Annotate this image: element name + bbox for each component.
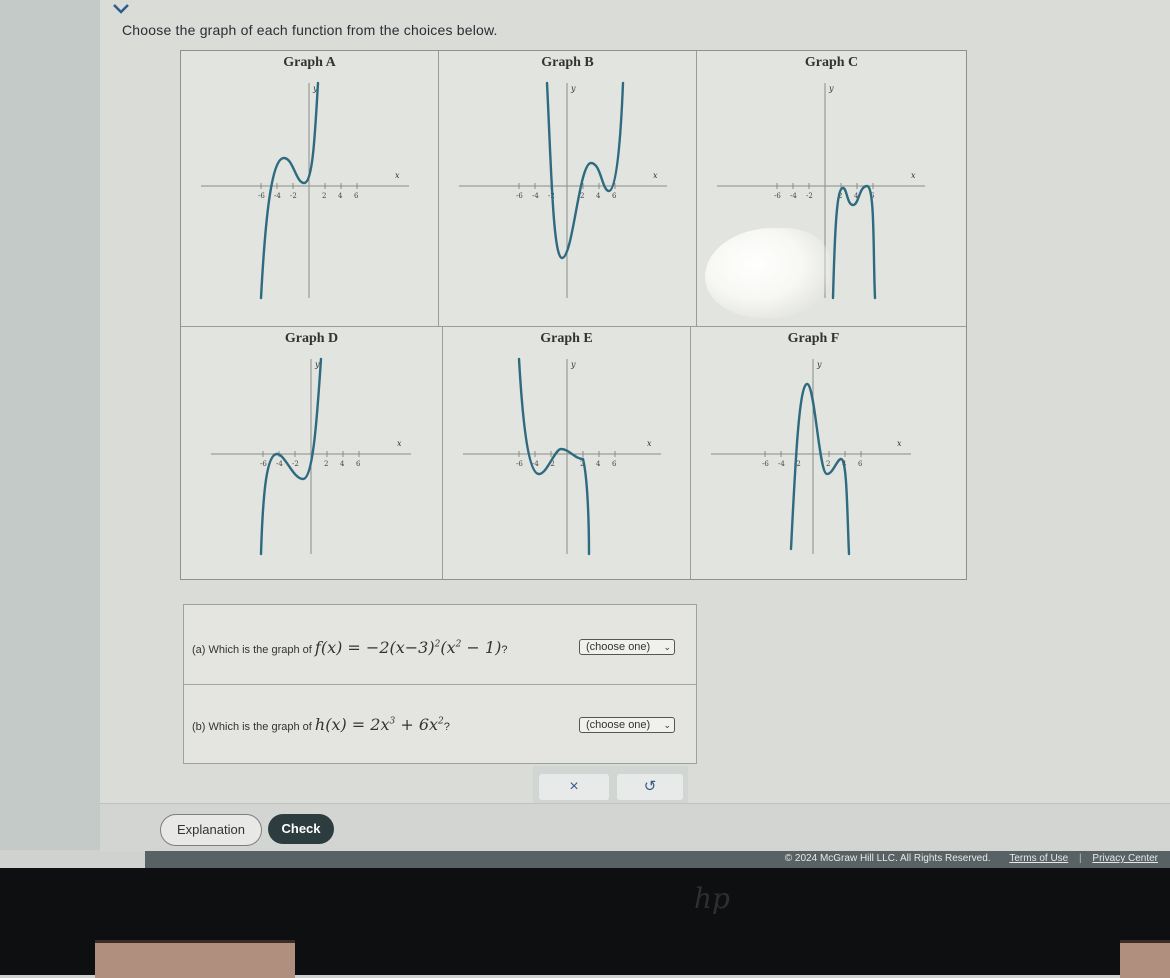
x-tick-label: 4 — [340, 460, 345, 468]
question-b-formula — [315, 715, 444, 734]
x-tick-label: 2 — [838, 192, 843, 200]
check-button[interactable]: Check — [268, 814, 334, 844]
question-b-label: (b) Which is the graph of — [192, 721, 312, 733]
chevron-down-icon: ⌄ — [663, 642, 671, 652]
graph-e-curve — [519, 359, 589, 554]
graph-c-title: Graph C — [804, 55, 859, 70]
x-tick-label: -6 — [516, 460, 523, 468]
x-tick-label: 2 — [580, 460, 585, 468]
y-axis-label: y — [829, 84, 834, 93]
answer-a-select[interactable] — [579, 639, 675, 655]
x-tick-label: -2 — [806, 192, 813, 200]
x-ticks — [258, 84, 400, 200]
x-axis-label: x — [653, 171, 658, 180]
x-tick-label: 2 — [580, 192, 585, 200]
y-axis-label: y — [313, 84, 318, 93]
y-axis-label: y — [571, 360, 576, 369]
hinge-left — [95, 940, 295, 978]
x-tick-label: 4 — [854, 192, 859, 200]
graph-choices-table — [180, 50, 967, 580]
x-tick-label: 4 — [596, 192, 601, 200]
x-ticks — [762, 360, 902, 468]
formula-a-power1: 2 — [434, 639, 441, 650]
x-ticks — [516, 360, 652, 468]
terms-link[interactable]: Terms of Use — [1009, 853, 1069, 864]
formula-a-part1: f(x) = −2(x−3) — [314, 638, 435, 657]
y-axis-label: y — [315, 360, 320, 369]
privacy-link[interactable]: Privacy Center — [1092, 853, 1158, 864]
footer-separator: | — [1079, 853, 1082, 864]
x-axis-label: x — [897, 439, 902, 448]
graph-e-plot — [443, 349, 691, 579]
y-axis-label: y — [817, 360, 822, 369]
graph-d-cell — [181, 327, 443, 579]
x-tick-label: 6 — [870, 192, 875, 200]
graph-a-plot — [181, 73, 439, 327]
formula-a-part2: (x — [440, 638, 456, 657]
question-a-formula — [315, 638, 501, 657]
chevron-down-icon[interactable] — [112, 2, 130, 16]
x-tick-label: 6 — [612, 192, 617, 200]
question-b-text — [192, 715, 450, 734]
x-tick-label: -6 — [516, 192, 523, 200]
graph-f-cell — [691, 327, 936, 579]
question-prompt: Choose the graph of each function from the choices below. — [122, 22, 498, 38]
x-tick-label: -6 — [258, 192, 265, 200]
x-tick-label: -6 — [774, 192, 781, 200]
graph-e-title: Graph E — [540, 331, 593, 346]
graph-b-cell — [439, 51, 697, 327]
footer-text — [785, 853, 1158, 864]
x-tick-label: -4 — [532, 192, 539, 200]
hp-logo: hp — [694, 882, 730, 915]
x-ticks — [260, 360, 402, 468]
undo-icon: ↺ — [643, 778, 657, 795]
x-tick-label: -4 — [274, 192, 281, 200]
x-tick-label: 4 — [842, 460, 847, 468]
question-a-label: (a) Which is the graph of — [192, 644, 312, 656]
x-tick-label: 2 — [324, 460, 329, 468]
x-axis-label: x — [647, 439, 652, 448]
graph-b-curve — [547, 83, 623, 258]
chevron-down-icon: ⌄ — [663, 720, 671, 730]
x-tick-label: -4 — [790, 192, 797, 200]
question-a-row — [184, 605, 696, 684]
x-tick-label: 4 — [596, 460, 601, 468]
x-tick-label: -4 — [276, 460, 283, 468]
x-axis-label: x — [397, 439, 402, 448]
graph-f-title: Graph F — [787, 331, 840, 346]
x-tick-label: -2 — [548, 460, 555, 468]
x-tick-label: -6 — [260, 460, 267, 468]
y-axis-label: y — [571, 84, 576, 93]
footer — [145, 851, 1170, 868]
graph-f-curve — [791, 384, 849, 554]
answer-a-value: (choose one) — [586, 641, 651, 653]
copyright-text: © 2024 McGraw Hill LLC. All Rights Reserved. — [784, 853, 991, 864]
question-a-suffix: ? — [501, 644, 508, 656]
questions-box — [183, 604, 697, 764]
x-tick-label: 6 — [858, 460, 863, 468]
graph-b-title: Graph B — [541, 55, 594, 70]
formula-b-power1: 3 — [389, 716, 396, 727]
x-axis-label: x — [395, 171, 400, 180]
x-tick-label: 2 — [826, 460, 831, 468]
graph-d-plot — [181, 349, 439, 579]
x-tick-label: 4 — [338, 192, 343, 200]
x-ticks — [516, 84, 658, 200]
x-tick-label: -4 — [532, 460, 539, 468]
x-tick-label: -6 — [762, 460, 769, 468]
x-ticks — [774, 84, 916, 200]
graph-a-cell — [181, 51, 439, 327]
graph-d-curve — [261, 359, 321, 554]
x-tick-label: -2 — [548, 192, 555, 200]
formula-b-part2: + 6x — [395, 715, 439, 734]
x-tick-label: -2 — [290, 192, 297, 200]
answer-b-select[interactable] — [579, 717, 675, 733]
formula-b-part1: h(x) = 2x — [314, 715, 390, 734]
question-a-text — [192, 638, 507, 657]
graph-f-plot — [691, 349, 936, 579]
x-tick-label: 6 — [612, 460, 617, 468]
x-tick-label: 2 — [322, 192, 327, 200]
graph-c-curve — [833, 186, 875, 298]
close-icon: × — [569, 778, 579, 795]
question-b-suffix: ? — [443, 721, 450, 733]
graph-e-cell — [443, 327, 691, 579]
x-axis-label: x — [911, 171, 916, 180]
answer-b-value: (choose one) — [586, 719, 651, 731]
answer-actions — [533, 766, 688, 804]
formula-b-power2: 2 — [438, 716, 444, 727]
undo-button[interactable] — [617, 774, 683, 800]
x-tick-label: -2 — [794, 460, 801, 468]
formula-a-power2: 2 — [455, 639, 462, 650]
graph-d-title: Graph D — [284, 331, 339, 346]
x-tick-label: -2 — [292, 460, 299, 468]
hinge-right — [1120, 940, 1170, 978]
x-tick-label: 6 — [356, 460, 361, 468]
formula-a-part3: − 1) — [461, 638, 502, 657]
question-b-row — [184, 684, 696, 763]
explanation-button[interactable]: Explanation — [160, 814, 262, 846]
graph-a-title: Graph A — [283, 55, 336, 70]
x-tick-label: 6 — [354, 192, 359, 200]
graph-b-plot — [439, 73, 697, 327]
clear-button[interactable] — [539, 774, 609, 800]
x-tick-label: -4 — [778, 460, 785, 468]
